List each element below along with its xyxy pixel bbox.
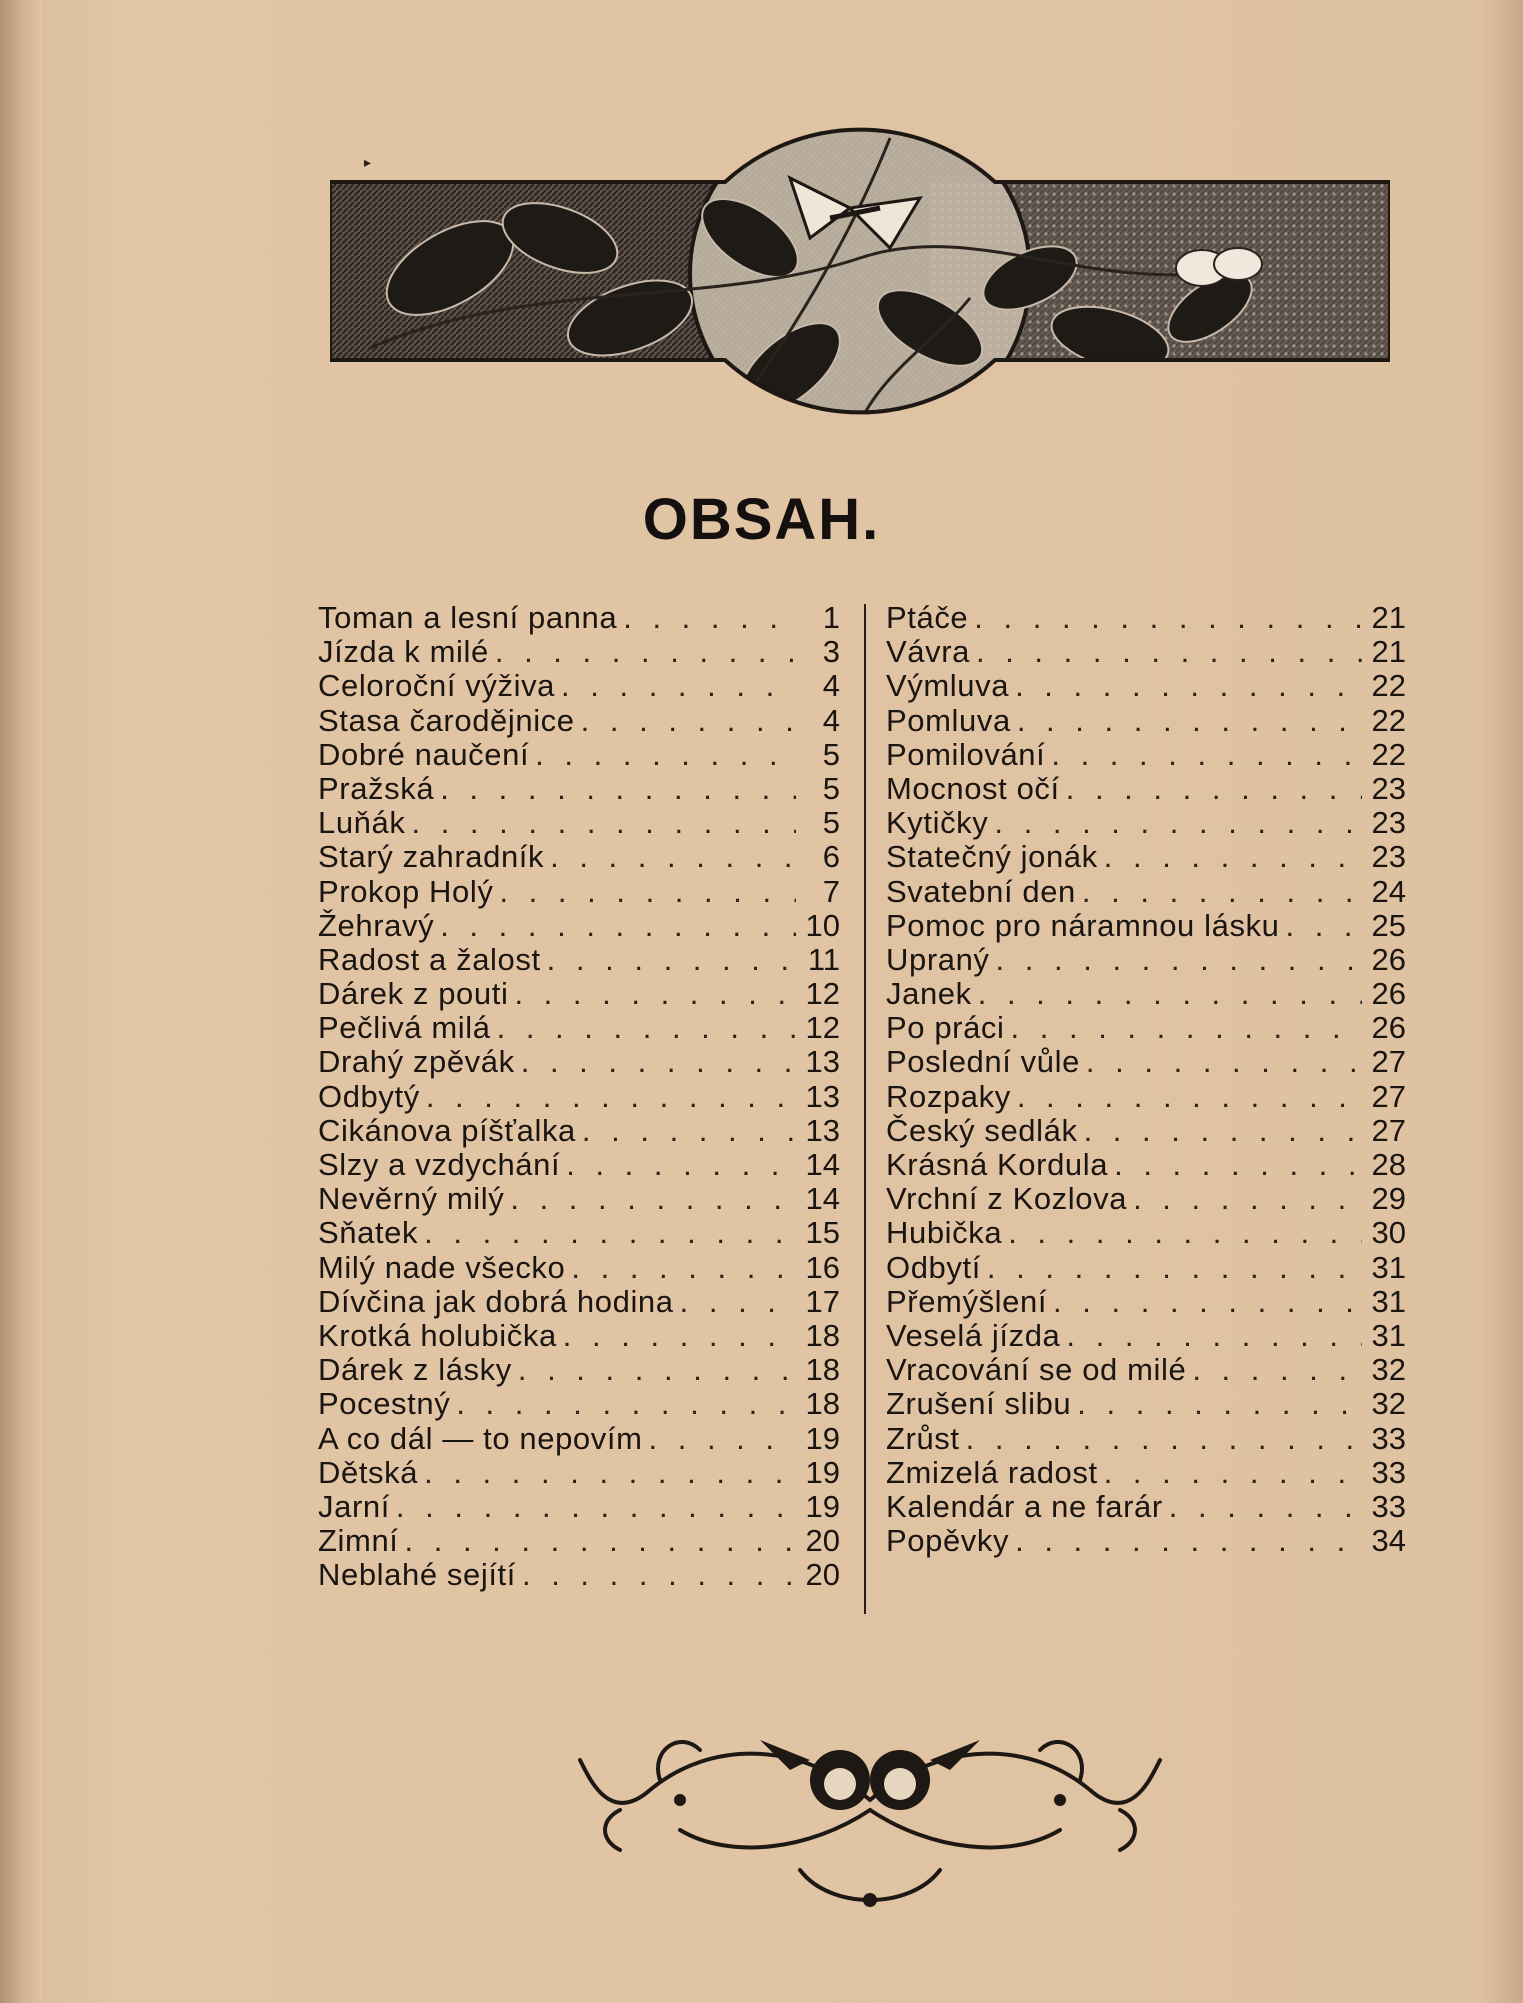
- entry-page-number: 5: [822, 736, 840, 772]
- entry-title: Vrchní z Kozlova: [886, 1181, 1128, 1217]
- entry-title: Statečný jonák: [886, 839, 1098, 875]
- leader-dots: [499, 874, 796, 910]
- contents-entry: [886, 839, 1406, 873]
- leader-dots: [582, 1113, 796, 1149]
- entry-page-number: 33: [1371, 1420, 1406, 1456]
- contents-entry: [886, 1284, 1406, 1318]
- contents-entry: [318, 976, 840, 1010]
- contents-entry: [318, 737, 840, 771]
- leader-dots: [1051, 737, 1362, 773]
- leader-dots: [1066, 771, 1362, 807]
- leader-dots: [1082, 874, 1362, 910]
- contents-entry: [318, 634, 840, 668]
- leader-dots: [623, 600, 796, 636]
- leader-dots: [514, 976, 796, 1012]
- entry-page-number: 23: [1371, 805, 1406, 841]
- contents-entry: [886, 908, 1406, 942]
- contents-entry: [886, 737, 1406, 771]
- contents-right-column: [886, 600, 1406, 1557]
- contents-entry: [318, 1010, 840, 1044]
- entry-title: Zimní: [318, 1523, 399, 1559]
- entry-title: Hubička: [886, 1215, 1003, 1251]
- contents-entry: [886, 1455, 1406, 1489]
- contents-entry: [886, 1044, 1406, 1078]
- entry-page-number: 19: [805, 1420, 840, 1456]
- entry-title: Pečlivá milá: [318, 1010, 491, 1046]
- entry-page-number: 31: [1371, 1249, 1406, 1285]
- entry-page-number: 18: [805, 1317, 840, 1353]
- leader-dots: [649, 1421, 797, 1457]
- leader-dots: [424, 1455, 796, 1491]
- leader-dots: [535, 737, 796, 773]
- leader-dots: [561, 668, 796, 704]
- leader-dots: [522, 1557, 796, 1593]
- entry-title: A co dál — to nepovím: [318, 1420, 643, 1456]
- entry-title: Vávra: [886, 634, 970, 670]
- entry-page-number: 12: [805, 1010, 840, 1046]
- entry-page-number: 22: [1371, 668, 1406, 704]
- cherub-ornament: [560, 1680, 1180, 1910]
- entry-page-number: 11: [807, 941, 840, 977]
- entry-title: Sňatek: [318, 1215, 419, 1251]
- entry-page-number: 26: [1371, 1010, 1406, 1046]
- leader-dots: [563, 1318, 796, 1354]
- entry-title: Výmluva: [886, 668, 1010, 704]
- entry-title: Vracování se od milé: [886, 1352, 1187, 1388]
- entry-page-number: 20: [805, 1523, 840, 1559]
- leader-dots: [1192, 1352, 1362, 1388]
- entry-page-number: 13: [805, 1112, 840, 1148]
- contents-entry: [318, 1181, 840, 1215]
- entry-title: Dívčina jak dobrá hodina: [318, 1283, 674, 1319]
- entry-page-number: 33: [1371, 1454, 1406, 1490]
- entry-title: Pomluva: [886, 702, 1011, 738]
- entry-title: Milý nade všecko: [318, 1249, 566, 1285]
- contents-entry: [318, 600, 840, 634]
- contents-entry: [886, 771, 1406, 805]
- contents-entry: [886, 942, 1406, 976]
- entry-page-number: 13: [805, 1044, 840, 1080]
- contents-entry: [886, 1113, 1406, 1147]
- contents-entry: [886, 1215, 1406, 1249]
- entry-page-number: 21: [1371, 634, 1406, 670]
- entry-title: Žehravý: [318, 907, 435, 943]
- entry-page-number: 7: [822, 873, 840, 909]
- contents-entry: [886, 1181, 1406, 1215]
- entry-title: Zrušení slibu: [886, 1386, 1072, 1422]
- leader-dots: [1017, 703, 1362, 739]
- contents-entry: [318, 1352, 840, 1386]
- entry-page-number: 12: [805, 976, 840, 1012]
- leader-dots: [456, 1386, 796, 1422]
- contents-entry: [318, 1147, 840, 1181]
- entry-title: Prokop Holý: [318, 873, 494, 909]
- contents-entry: [886, 805, 1406, 839]
- leader-dots: [495, 634, 796, 670]
- leader-dots: [987, 1250, 1362, 1286]
- contents-entry: [886, 668, 1406, 702]
- contents-entry: [886, 1318, 1406, 1352]
- contents-entry: [318, 1215, 840, 1249]
- entry-title: Cikánova píšťalka: [318, 1112, 576, 1148]
- entry-title: Po práci: [886, 1010, 1005, 1046]
- contents-entry: [886, 976, 1406, 1010]
- contents-entry: [318, 771, 840, 805]
- entry-title: Radost a žalost: [318, 941, 541, 977]
- entry-title: Dárek z pouti: [318, 976, 509, 1012]
- entry-title: Jarní: [318, 1488, 390, 1524]
- entry-title: Dětská: [318, 1454, 419, 1490]
- entry-page-number: 31: [1371, 1317, 1406, 1353]
- entry-page-number: 33: [1371, 1488, 1406, 1524]
- entry-title: Poslední vůle: [886, 1044, 1080, 1080]
- leader-dots: [1017, 1079, 1362, 1115]
- entry-page-number: 3: [822, 634, 840, 670]
- entry-title: Mocnost očí: [886, 770, 1060, 806]
- column-divider: [864, 604, 866, 1614]
- contents-entry: [886, 1523, 1406, 1557]
- contents-left-column: [318, 600, 840, 1591]
- entry-page-number: 18: [805, 1386, 840, 1422]
- entry-title: Jízda k milé: [318, 634, 489, 670]
- leader-dots: [996, 942, 1362, 978]
- entry-title: Drahý zpěvák: [318, 1044, 515, 1080]
- leader-dots: [1169, 1489, 1362, 1525]
- entry-title: Stasa čarodějnice: [318, 702, 575, 738]
- entry-page-number: 21: [1371, 600, 1406, 635]
- leader-dots: [994, 805, 1362, 841]
- contents-entry: [318, 1318, 840, 1352]
- entry-title: Přemýšlení: [886, 1283, 1048, 1319]
- page-spine-shadow: [0, 0, 42, 2003]
- contents-entry: [886, 1250, 1406, 1284]
- leader-dots: [424, 1215, 796, 1251]
- contents-entry: [318, 1421, 840, 1455]
- entry-page-number: 32: [1371, 1352, 1406, 1388]
- leader-dots: [566, 1147, 796, 1183]
- contents-entry: [318, 874, 840, 908]
- entry-page-number: 34: [1371, 1523, 1406, 1559]
- entry-page-number: 14: [805, 1181, 840, 1217]
- entry-title: Pocestný: [318, 1386, 451, 1422]
- entry-page-number: 5: [822, 770, 840, 806]
- entry-title: Pomilování: [886, 736, 1046, 772]
- leader-dots: [510, 1181, 796, 1217]
- entry-page-number: 15: [805, 1215, 840, 1251]
- entry-title: Odbytý: [318, 1078, 420, 1114]
- contents-entry: [318, 1489, 840, 1523]
- contents-entry: [318, 908, 840, 942]
- entry-page-number: 27: [1371, 1078, 1406, 1114]
- leader-dots: [978, 976, 1362, 1012]
- contents-entry: [318, 1044, 840, 1078]
- entry-title: Krásná Kordula: [886, 1147, 1109, 1182]
- entry-title: Svatební den: [886, 873, 1076, 909]
- entry-page-number: 6: [822, 839, 840, 875]
- leader-dots: [976, 634, 1362, 670]
- leader-dots: [1011, 1010, 1362, 1046]
- entry-title: Luňák: [318, 805, 406, 841]
- entry-title: Krotká holubička: [318, 1317, 557, 1353]
- contents-entry: [318, 703, 840, 737]
- leader-dots: [1104, 1455, 1362, 1491]
- entry-title: Slzy a vzdychání: [318, 1147, 561, 1182]
- entry-page-number: 14: [805, 1147, 840, 1182]
- entry-page-number: 26: [1371, 976, 1406, 1012]
- entry-page-number: 26: [1371, 941, 1406, 977]
- entry-title: Kalendár a ne farár: [886, 1488, 1163, 1524]
- contents-entry: [318, 668, 840, 702]
- leader-dots: [405, 1523, 797, 1559]
- leader-dots: [550, 839, 796, 875]
- leader-dots: [571, 1250, 796, 1286]
- contents-entry: [886, 1010, 1406, 1044]
- entry-title: Zrůst: [886, 1420, 960, 1456]
- entry-page-number: 16: [805, 1249, 840, 1285]
- contents-entry: [886, 634, 1406, 668]
- contents-entry: [886, 703, 1406, 737]
- contents-entry: [886, 874, 1406, 908]
- leader-dots: [1015, 1523, 1362, 1559]
- contents-entry: [318, 1284, 840, 1318]
- contents-entry: [886, 1352, 1406, 1386]
- leader-dots: [1114, 1147, 1362, 1183]
- entry-title: Janek: [886, 976, 972, 1012]
- entry-title: Veselá jízda: [886, 1317, 1061, 1353]
- leader-dots: [426, 1079, 796, 1115]
- contents-entry: [318, 1557, 840, 1591]
- contents-entry: [318, 1386, 840, 1420]
- entry-title: Neblahé sejítí: [318, 1557, 516, 1593]
- leader-dots: [581, 703, 796, 739]
- entry-page-number: 30: [1371, 1215, 1406, 1251]
- leader-dots: [1053, 1284, 1362, 1320]
- leader-dots: [1133, 1181, 1362, 1217]
- leader-dots: [1086, 1044, 1362, 1080]
- entry-page-number: 4: [822, 702, 840, 738]
- leader-dots: [518, 1352, 796, 1388]
- entry-page-number: 13: [805, 1078, 840, 1114]
- entry-page-number: 32: [1371, 1386, 1406, 1422]
- entry-page-number: 4: [822, 668, 840, 704]
- contents-entry: [886, 1079, 1406, 1113]
- contents-entry: [886, 1386, 1406, 1420]
- leader-dots: [1015, 668, 1362, 704]
- entry-title: Pomoc pro náramnou lásku: [886, 907, 1280, 943]
- leader-dots: [974, 600, 1362, 636]
- entry-page-number: 31: [1371, 1283, 1406, 1319]
- entry-title: Nevěrný milý: [318, 1181, 505, 1217]
- contents-entry: [318, 1079, 840, 1113]
- leader-dots: [1066, 1318, 1362, 1354]
- entry-page-number: 23: [1371, 839, 1406, 875]
- leader-dots: [497, 1010, 796, 1046]
- leader-dots: [547, 942, 796, 978]
- leader-dots: [1285, 908, 1362, 944]
- entry-title: Ptáče: [886, 600, 969, 635]
- entry-title: Starý zahradník: [318, 839, 545, 875]
- entry-title: Český sedlák: [886, 1112, 1078, 1148]
- leader-dots: [521, 1044, 796, 1080]
- leader-dots: [966, 1421, 1362, 1457]
- contents-entry: [318, 839, 840, 873]
- contents-entry: [318, 1113, 840, 1147]
- entry-title: Dárek z lásky: [318, 1352, 512, 1388]
- entry-page-number: 24: [1371, 873, 1406, 909]
- contents-entry: [318, 1455, 840, 1489]
- entry-page-number: 28: [1371, 1147, 1406, 1182]
- entry-page-number: 20: [805, 1557, 840, 1593]
- entry-page-number: 10: [805, 907, 840, 943]
- entry-title: Rozpaky: [886, 1078, 1011, 1114]
- leader-dots: [1084, 1113, 1362, 1149]
- leader-dots: [1077, 1386, 1362, 1422]
- contents-entry: [318, 805, 840, 839]
- entry-page-number: 19: [805, 1488, 840, 1524]
- entry-page-number: 27: [1371, 1112, 1406, 1148]
- contents-entry: [318, 1250, 840, 1284]
- entry-title: Kytičky: [886, 805, 989, 841]
- entry-page-number: 29: [1371, 1181, 1406, 1217]
- entry-page-number: 22: [1371, 736, 1406, 772]
- leader-dots: [1008, 1215, 1362, 1251]
- entry-title: Odbytí: [886, 1249, 981, 1285]
- entry-title: Toman a lesní panna: [318, 600, 618, 635]
- entry-page-number: 23: [1371, 770, 1406, 806]
- entry-page-number: 5: [822, 805, 840, 841]
- leader-dots: [396, 1489, 796, 1525]
- entry-title: Pražská: [318, 770, 435, 806]
- contents-entry: [886, 1489, 1406, 1523]
- entry-title: Zmizelá radost: [886, 1454, 1098, 1490]
- contents-entry: [318, 1523, 840, 1557]
- print-mark: ▸: [364, 154, 372, 170]
- entry-page-number: 25: [1371, 907, 1406, 943]
- entry-title: Dobré naučení: [318, 736, 530, 772]
- page-title: OBSAH.: [642, 487, 881, 552]
- entry-page-number: 22: [1371, 702, 1406, 738]
- entry-page-number: 19: [805, 1454, 840, 1490]
- contents-entry: [886, 1147, 1406, 1181]
- entry-page-number: 17: [805, 1283, 840, 1319]
- leader-dots: [440, 771, 796, 807]
- entry-page-number: 1: [822, 600, 840, 635]
- leader-dots: [411, 805, 796, 841]
- leader-dots: [440, 908, 796, 944]
- leader-dots: [1104, 839, 1362, 875]
- entry-page-number: 27: [1371, 1044, 1406, 1080]
- contents-entry: [886, 1421, 1406, 1455]
- entry-title: Popěvky: [886, 1523, 1010, 1559]
- contents-entry: [886, 600, 1406, 634]
- entry-title: Upraný: [886, 941, 990, 977]
- banner-illustration: [330, 118, 1390, 448]
- leader-dots: [680, 1284, 796, 1320]
- entry-title: Celoroční výživa: [318, 668, 556, 704]
- contents-entry: [318, 942, 840, 976]
- entry-page-number: 18: [805, 1352, 840, 1388]
